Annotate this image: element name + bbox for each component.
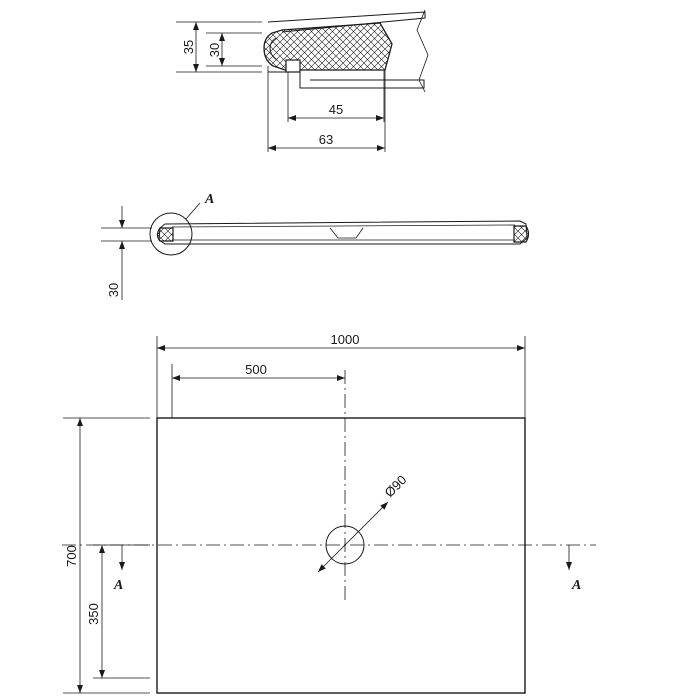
dim-30-side — [101, 206, 152, 300]
dim-30-detail-label: 30 — [207, 42, 222, 58]
view-detail-a — [176, 10, 428, 152]
dim-1000 — [157, 332, 525, 418]
dim-63 — [268, 132, 385, 148]
detail-callout-label-a: A — [205, 192, 215, 207]
dim-30-side-label: 30 — [106, 282, 121, 298]
view-plan — [62, 332, 596, 693]
dim-30-detail — [206, 33, 262, 66]
dim-35-label: 35 — [181, 39, 196, 55]
dim-1000-label: 1000 — [330, 332, 360, 347]
dim-700-label: 700 — [64, 545, 79, 567]
dim-diameter-90 — [318, 472, 410, 572]
section-mark-a-left — [113, 545, 123, 593]
dim-350-label: 350 — [86, 603, 101, 625]
dim-diameter-90-label: Ø90 — [381, 472, 410, 501]
dim-500-label: 500 — [245, 362, 267, 377]
side-elevation-right-seal — [514, 226, 529, 242]
view-side-elevation — [101, 192, 529, 300]
dim-700 — [63, 418, 150, 693]
dim-45 — [288, 102, 384, 118]
dim-500 — [172, 362, 345, 418]
section-mark-a-right-label: A — [572, 578, 582, 593]
section-mark-a-right — [569, 545, 581, 593]
detail-a-hatched-seal — [264, 23, 392, 70]
dim-350 — [86, 545, 150, 678]
side-elevation-left-seal — [158, 228, 174, 241]
dim-63-label: 63 — [318, 132, 334, 147]
section-mark-a-left-label: A — [114, 578, 124, 593]
dim-45-label: 45 — [328, 102, 344, 117]
